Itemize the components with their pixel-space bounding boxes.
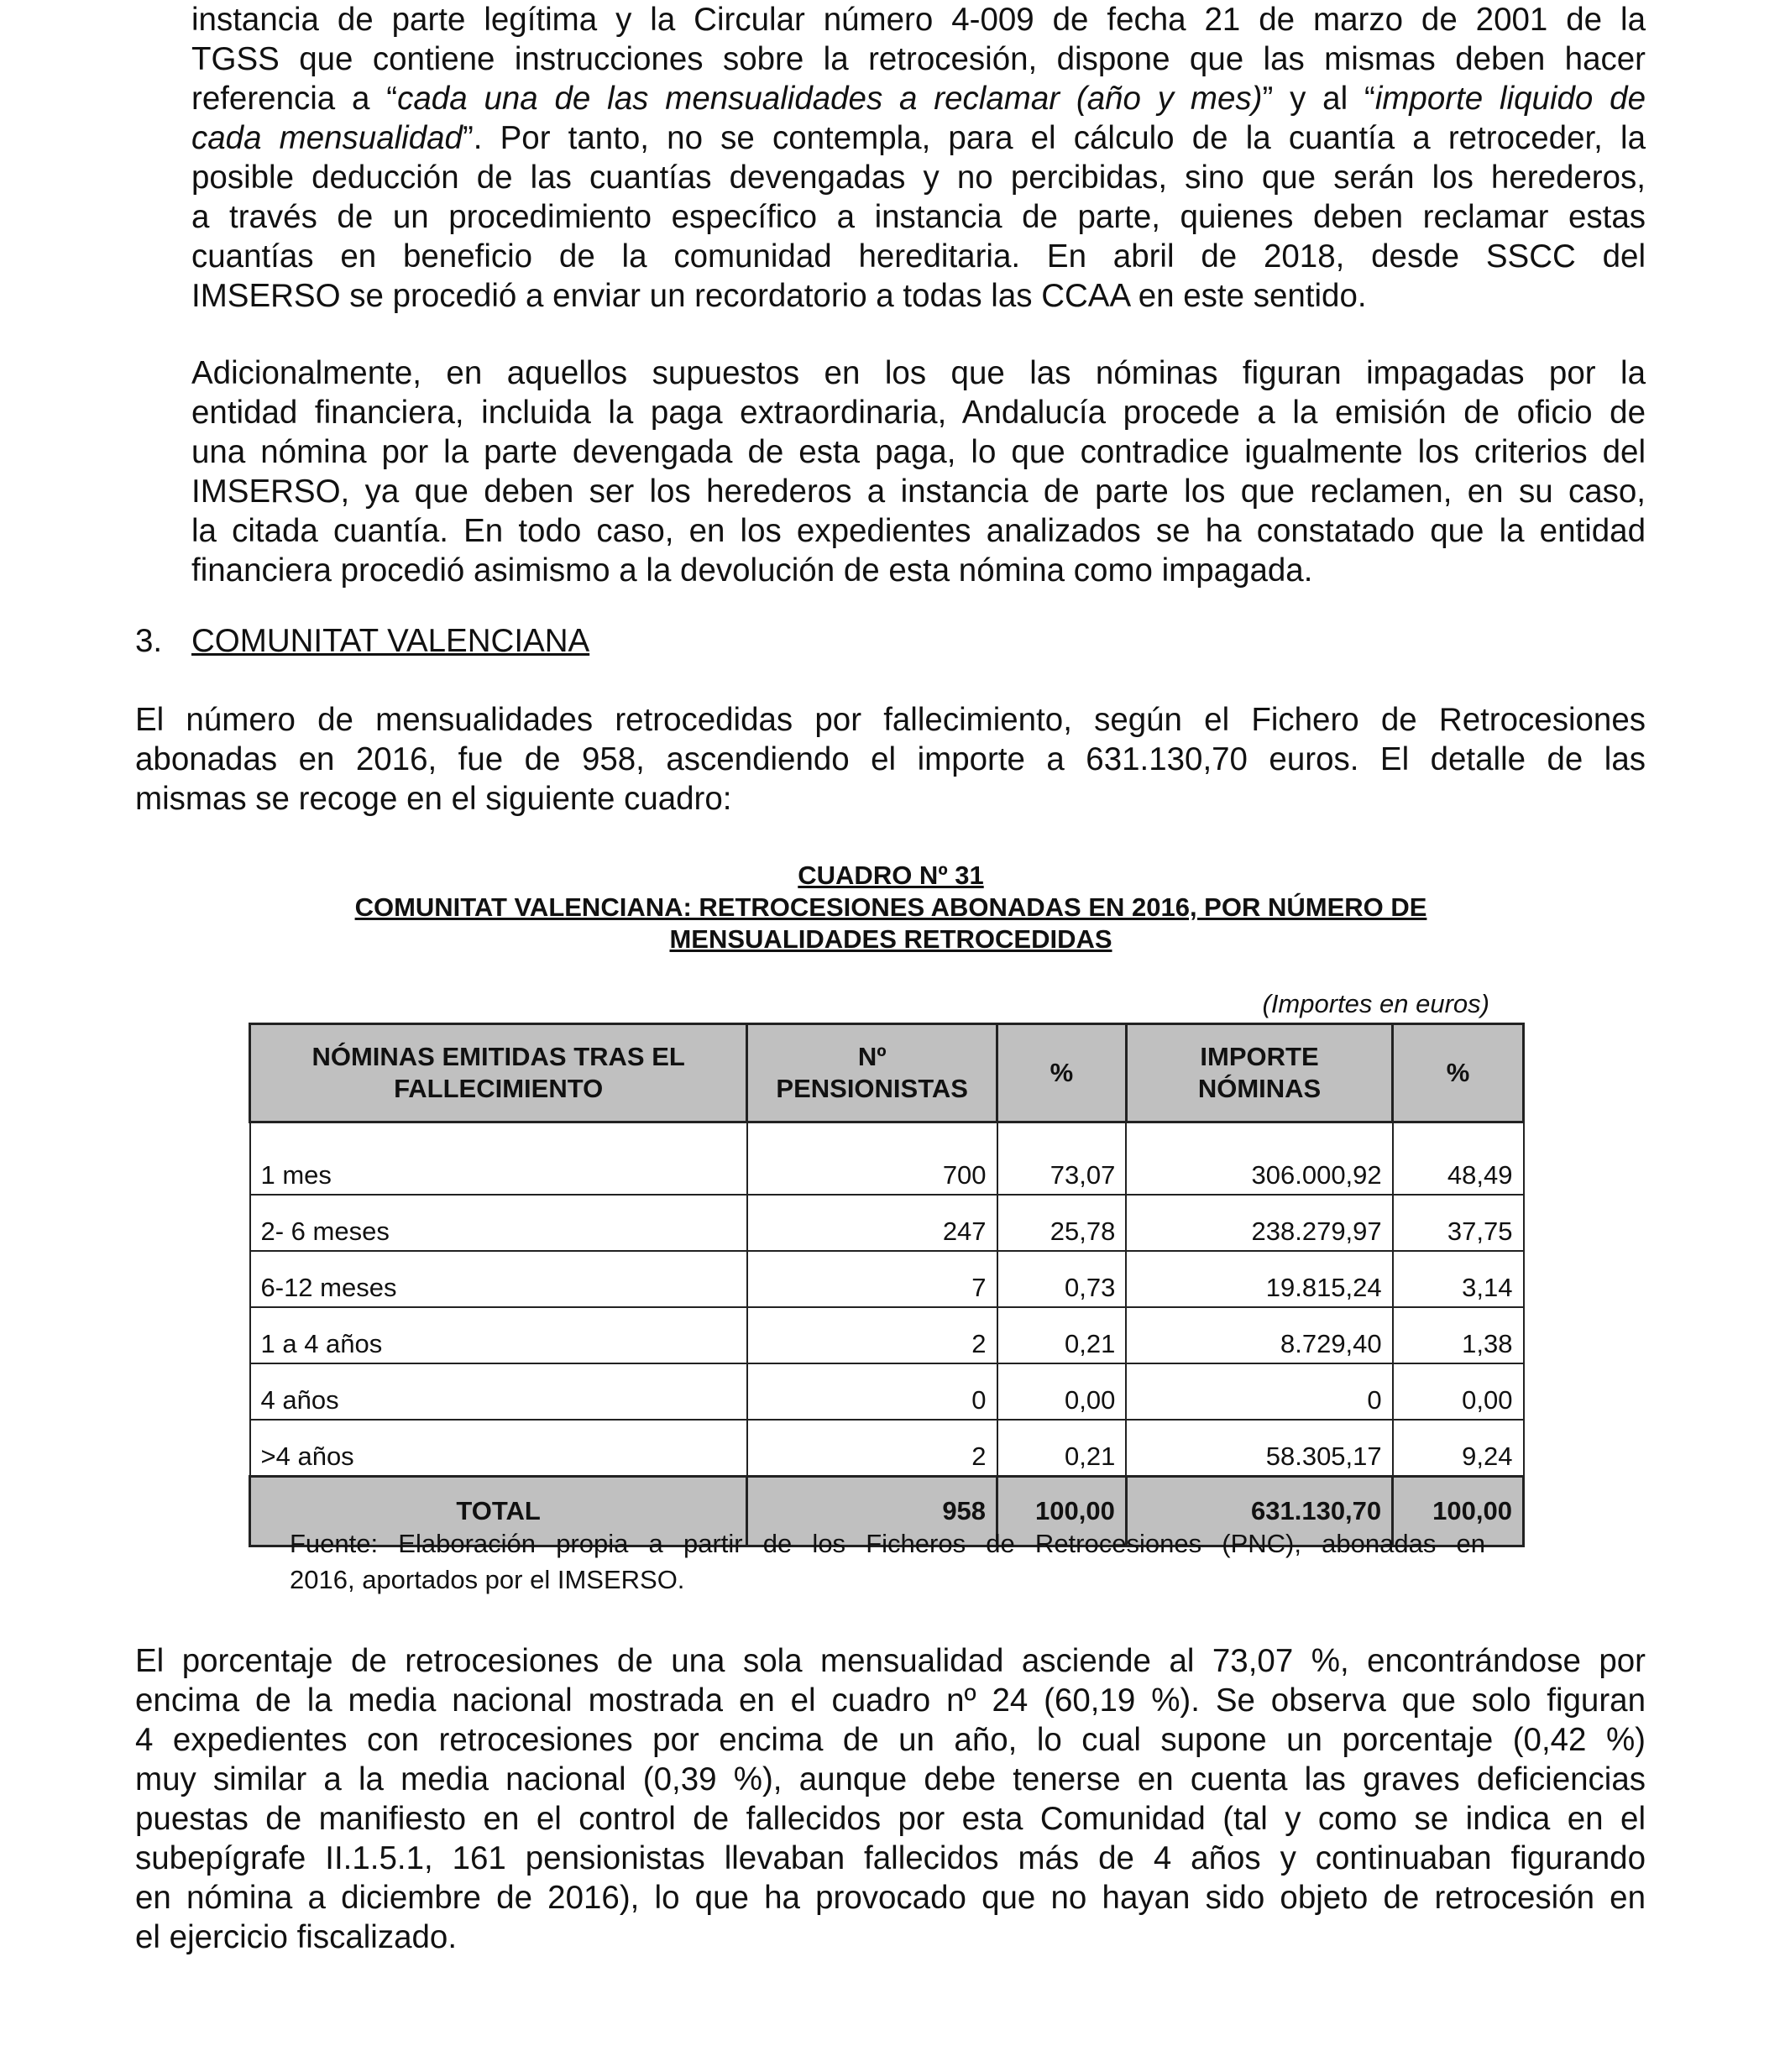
text-line: a través de un procedimiento específico a instancia de parte, quienes deben reclamar estas: [191, 199, 1646, 235]
total-importe: 631.130,70: [1126, 1477, 1392, 1546]
cell-pct2: 1,38: [1393, 1307, 1524, 1363]
text-line: muy similar a la media nacional (0,39 %), aunque debe tenerse en cuenta las graves deficiencias: [135, 1761, 1646, 1797]
caption-text: MENSUALIDADES RETROCEDIDAS: [669, 924, 1112, 954]
table-caption-number: [285, 860, 1496, 892]
cell-pct1: 0,21: [997, 1420, 1127, 1477]
text-line: entidad financiera, incluida la paga extraordinaria, Andalucía procede a la emisión de oficio de: [191, 395, 1646, 431]
text-line: financiera procedió asimismo a la devolución de esta nómina como impagada.: [191, 552, 1313, 589]
header-text: Nº: [857, 1042, 887, 1071]
text-line: IMSERSO se procedió a enviar un recordatorio a todas las CCAA en este sentido.: [191, 278, 1367, 314]
table-row: [250, 1420, 1524, 1477]
table-row: [250, 1195, 1524, 1251]
cell-pct2: 37,75: [1393, 1195, 1524, 1251]
text-line: la citada cuantía. En todo caso, en los expedientes analizados se ha constatado que la entidad: [191, 513, 1646, 549]
text-line: El porcentaje de retrocesiones de una sola mensualidad asciende al 73,07 %, encontrándose por: [135, 1643, 1646, 1679]
header-importe: [1126, 1024, 1392, 1122]
text-line: puestas de manifiesto en el control de fallecidos por esta Comunidad (tal y como se indica en el: [135, 1801, 1646, 1837]
paragraph-andalucia-nominas: [191, 353, 1646, 590]
cell-pct1: 0,00: [997, 1363, 1127, 1420]
text-line: [191, 79, 1646, 118]
source-line: 2016, aportados por el IMSERSO.: [290, 1565, 685, 1594]
table-caption-title: [285, 892, 1496, 924]
cell-pensionistas: 7: [747, 1251, 997, 1307]
text-line: Adicionalmente, en aquellos supuestos en los que las nóminas figuran impagadas por la: [191, 355, 1646, 391]
italic-quote: cada una de las mensualidades a reclamar (año y mes): [397, 81, 1263, 117]
total-pct2: 100,00: [1393, 1477, 1524, 1546]
text-line: encima de la media nacional mostrada en el cuadro nº 24 (60,19 %). Se observa que solo figuran: [135, 1682, 1646, 1719]
cell-importe: 306.000,92: [1126, 1122, 1392, 1196]
cell-label: 1 mes: [250, 1122, 747, 1196]
cell-importe: 238.279,97: [1126, 1195, 1392, 1251]
header-pensionistas: [747, 1024, 997, 1122]
header-text: PENSIONISTAS: [776, 1074, 968, 1103]
text-line: abonadas en 2016, fue de 958, ascendiendo el importe a 631.130,70 euros. El detalle de las: [135, 741, 1646, 777]
text-line: 4 expedientes con retrocesiones por encima de un año, lo cual supone un porcentaje (0,42 %): [135, 1722, 1646, 1758]
retrocesiones-table: [249, 1023, 1525, 1547]
caption-text: CUADRO Nº 31: [798, 861, 984, 890]
italic-quote: importe liquido de: [1374, 81, 1646, 117]
cell-label: 2- 6 meses: [250, 1195, 747, 1251]
header-pct-pensionistas: %: [997, 1024, 1127, 1122]
header-text: NÓMINAS EMITIDAS TRAS EL: [311, 1042, 685, 1071]
cell-pct1: 0,73: [997, 1251, 1127, 1307]
cell-pensionistas: 2: [747, 1420, 997, 1477]
cell-pct2: 3,14: [1393, 1251, 1524, 1307]
cell-pct1: 0,21: [997, 1307, 1127, 1363]
table-row: [250, 1363, 1524, 1420]
text-fragment: ” y al “: [1262, 81, 1375, 117]
units-note: (Importes en euros): [1262, 989, 1489, 1018]
text-line: posible deducción de las cuantías devengadas y no percibidas, sino que serán los herederos,: [191, 160, 1646, 196]
cell-label: 6-12 meses: [250, 1251, 747, 1307]
text-line: el ejercicio fiscalizado.: [135, 1919, 458, 1955]
section-number: 3.: [135, 623, 163, 659]
text-line: subepígrafe II.1.5.1, 161 pensionistas llevaban fallecidos más de 4 años y continuaban figurando: [135, 1840, 1646, 1876]
cell-label: >4 años: [250, 1420, 747, 1477]
cell-pensionistas: 2: [747, 1307, 997, 1363]
header-text: FALLECIMIENTO: [394, 1074, 604, 1103]
text-line: TGSS que contiene instrucciones sobre la retrocesión, dispone que las mismas deben hacer: [191, 41, 1646, 77]
cell-importe: 19.815,24: [1126, 1251, 1392, 1307]
paragraph-retrocesion-criteria: [191, 0, 1646, 316]
text-line: cuantías en beneficio de la comunidad hereditaria. En abril de 2018, desde SSCC del: [191, 238, 1646, 275]
header-text: NÓMINAS: [1197, 1074, 1322, 1103]
cell-pct1: 73,07: [997, 1122, 1127, 1196]
cell-importe: 0: [1126, 1363, 1392, 1420]
header-text: IMPORTE: [1200, 1042, 1319, 1071]
table-row: [250, 1307, 1524, 1363]
text-line: El número de mensualidades retrocedidas por fallecimiento, según el Fichero de Retrocesiones: [135, 702, 1646, 738]
cell-pct2: 48,49: [1393, 1122, 1524, 1196]
total-label: TOTAL: [250, 1477, 747, 1546]
section-title: COMUNITAT VALENCIANA: [191, 623, 590, 659]
text-line: mismas se recoge en el siguiente cuadro:: [135, 781, 732, 817]
table-row: [250, 1122, 1524, 1196]
italic-quote: cada mensualidad: [191, 120, 463, 156]
total-pct1: 100,00: [997, 1477, 1127, 1546]
text-line: instancia de parte legítima y la Circular número 4-009 de fecha 21 de marzo de 2001 de la: [191, 2, 1646, 38]
text-fragment: ”. Por tanto, no se contempla, para el cálculo de la cuantía a retroceder, la: [462, 120, 1646, 156]
paragraph-analysis: [135, 1641, 1646, 1957]
cell-label: 4 años: [250, 1363, 747, 1420]
caption-text: COMUNITAT VALENCIANA: RETROCESIONES ABONADAS EN 2016, POR NÚMERO DE: [354, 892, 1427, 922]
header-nominas: [250, 1024, 747, 1122]
table-caption-subtitle: [285, 924, 1496, 955]
cell-importe: 8.729,40: [1126, 1307, 1392, 1363]
section-heading: [135, 621, 589, 661]
cell-pct1: 25,78: [997, 1195, 1127, 1251]
table-header-row: [250, 1024, 1524, 1122]
table-body: [250, 1122, 1524, 1477]
total-pensionistas: 958: [747, 1477, 997, 1546]
text-line: en nómina a diciembre de 2016), lo que ha provocado que no hayan sido objeto de retrocesión en: [135, 1880, 1646, 1916]
cell-pensionistas: 700: [747, 1122, 997, 1196]
cell-pensionistas: 0: [747, 1363, 997, 1420]
header-pct-importe: %: [1393, 1024, 1524, 1122]
text-line: IMSERSO, ya que deben ser los herederos a instancia de parte los que reclamen, en su caso,: [191, 474, 1646, 510]
table-source-note: [290, 1525, 1485, 1598]
paragraph-intro-table: [135, 700, 1646, 819]
table-row: [250, 1251, 1524, 1307]
cell-label: 1 a 4 años: [250, 1307, 747, 1363]
cell-pct2: 9,24: [1393, 1420, 1524, 1477]
cell-importe: 58.305,17: [1126, 1420, 1392, 1477]
text-line: [191, 118, 1646, 158]
text-line: una nómina por la parte devengada de esta paga, lo que contradice igualmente los criterios del: [191, 434, 1646, 470]
source-line: Fuente: Elaboración propia a partir de los Ficheros de Retrocesiones (PNC), abonadas en: [290, 1529, 1485, 1558]
cell-pct2: 0,00: [1393, 1363, 1524, 1420]
text-fragment: referencia a “: [191, 81, 398, 117]
cell-pensionistas: 247: [747, 1195, 997, 1251]
